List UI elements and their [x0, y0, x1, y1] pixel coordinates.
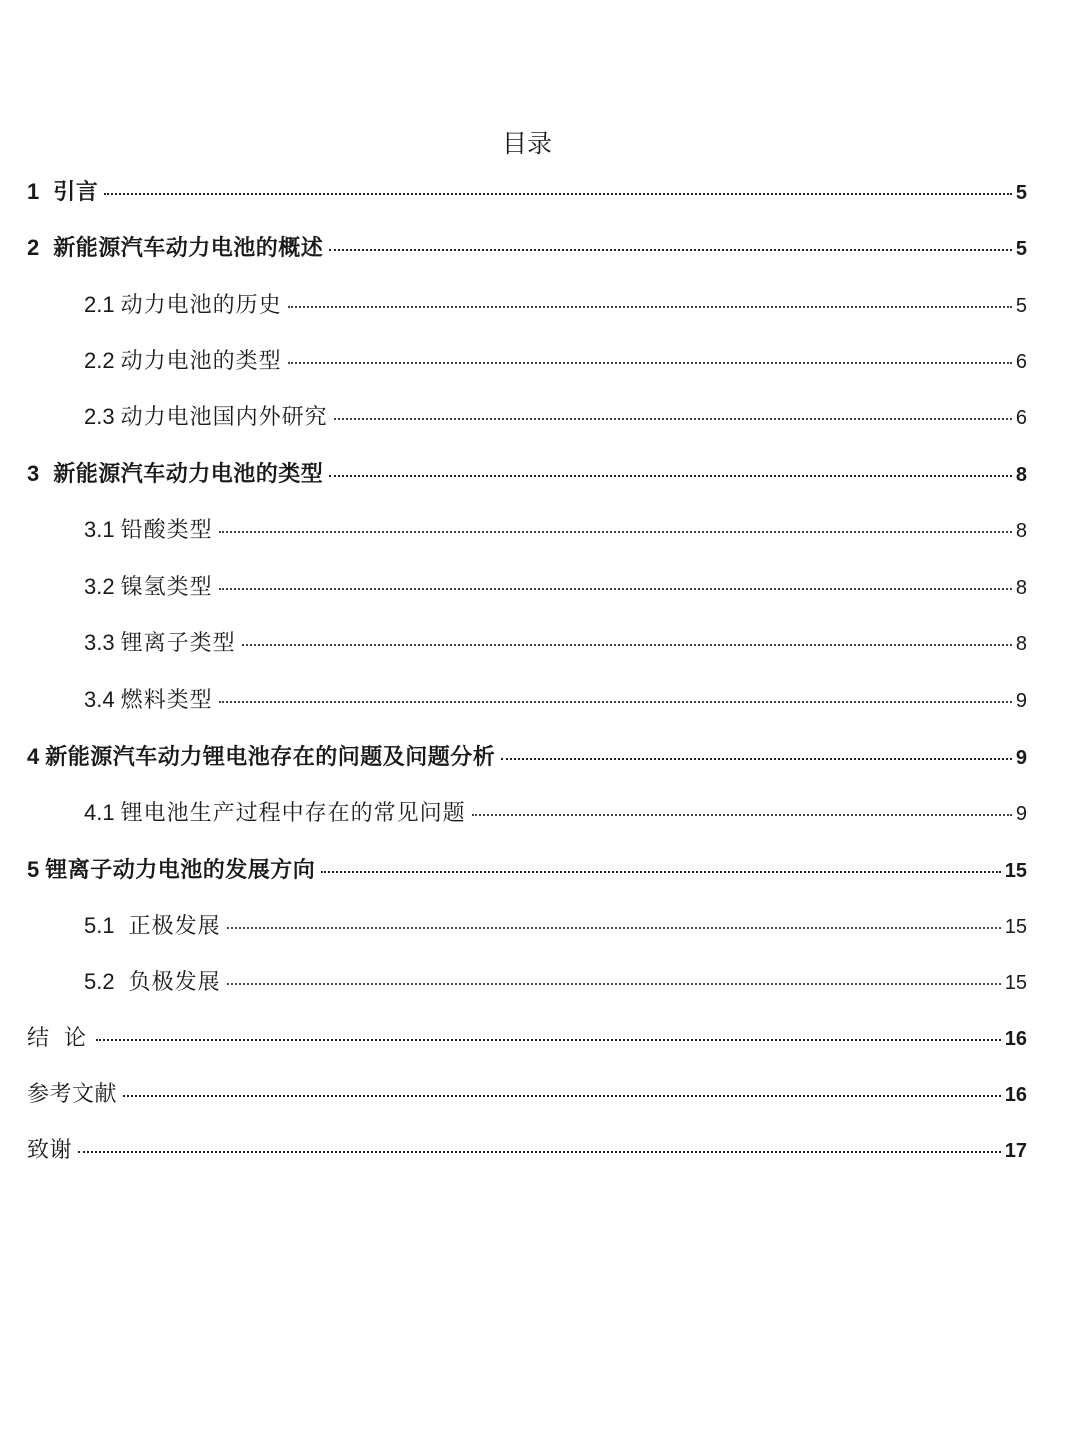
toc-entry-title: 参考文献 — [27, 1082, 118, 1107]
dot-leader — [227, 927, 1001, 929]
toc-entry-3[interactable] — [27, 454, 1027, 494]
toc-entry-page: 16 — [1004, 1084, 1027, 1106]
toc-entry-references[interactable] — [27, 1075, 1027, 1115]
toc-entry-title: 燃料类型 — [120, 688, 213, 713]
toc-entry-5[interactable] — [27, 850, 1027, 890]
toc-entry-page: 8 — [1015, 520, 1027, 542]
toc-entry-4-1[interactable] — [84, 793, 1027, 833]
toc-entry-number: 1 — [27, 179, 40, 204]
toc-entry-number: 5.1 — [84, 913, 115, 938]
toc-entry-title: 新能源汽车动力锂电池存在的问题及问题分析 — [45, 744, 496, 770]
dot-leader — [329, 475, 1012, 477]
toc-entry-page: 15 — [1004, 860, 1027, 882]
dot-leader — [288, 362, 1012, 364]
toc-entry-title: 致谢 — [27, 1138, 73, 1163]
toc-entry-number: 5 — [27, 857, 40, 882]
toc-entry-1[interactable] — [27, 172, 1027, 212]
toc-entry-number: 3.2 — [84, 574, 115, 599]
toc-entry-number: 3.3 — [84, 630, 115, 655]
toc-entry-page: 8 — [1015, 577, 1027, 599]
dot-leader — [321, 871, 1000, 873]
toc-entry-number: 2.2 — [84, 348, 115, 373]
toc-entry-title: 镍氢类型 — [120, 575, 213, 600]
toc-entry-title: 新能源汽车动力电池的类型 — [53, 461, 324, 487]
toc-entry-5-1[interactable] — [84, 906, 1027, 946]
toc-entry-2-3[interactable] — [84, 397, 1027, 437]
toc-entry-title: 负极发展 — [128, 970, 221, 995]
toc-entry-page: 6 — [1015, 351, 1027, 373]
toc-entry-number: 5.2 — [84, 969, 115, 994]
toc-entry-title: 引言 — [53, 179, 99, 205]
toc-entry-2-1[interactable] — [84, 285, 1027, 325]
toc-entry-number: 4 — [27, 744, 40, 769]
toc-entry-title: 锂离子动力电池的发展方向 — [45, 857, 316, 883]
toc-title: 目录 — [501, 129, 552, 158]
toc-entry-page: 15 — [1004, 972, 1027, 994]
toc-entry-number: 4.1 — [84, 800, 115, 825]
toc-entry-4[interactable] — [27, 737, 1027, 777]
toc-entry-number: 3 — [27, 461, 40, 486]
toc-entry-page: 9 — [1015, 803, 1027, 825]
dot-leader — [227, 983, 1001, 985]
dot-leader — [334, 418, 1012, 420]
toc-entry-3-1[interactable] — [84, 510, 1027, 550]
toc-entry-page: 5 — [1015, 295, 1027, 317]
toc-entry-2[interactable] — [27, 228, 1027, 268]
dot-leader — [242, 644, 1012, 646]
toc-entry-page: 9 — [1015, 690, 1027, 712]
toc-entry-number: 2.3 — [84, 404, 115, 429]
dot-leader — [123, 1095, 1001, 1097]
dot-leader — [288, 306, 1012, 308]
toc-entry-page: 16 — [1004, 1028, 1027, 1050]
toc-entry-page: 8 — [1015, 633, 1027, 655]
toc-entry-page: 6 — [1015, 407, 1027, 429]
toc-entry-title: 正极发展 — [128, 914, 221, 939]
dot-leader — [501, 758, 1012, 760]
dot-leader — [96, 1039, 1001, 1041]
dot-leader — [219, 701, 1012, 703]
toc-entry-conclusion[interactable] — [27, 1019, 1027, 1059]
toc-entry-title: 动力电池国内外研究 — [120, 405, 328, 430]
toc-entry-title: 锂电池生产过程中存在的常见问题 — [120, 801, 466, 826]
toc-entry-page: 17 — [1004, 1140, 1027, 1162]
toc-entry-title: 动力电池的类型 — [120, 349, 282, 374]
toc-entry-acknowledgements[interactable] — [27, 1131, 1027, 1171]
toc-entry-title: 结 论 — [27, 1026, 90, 1051]
toc-entry-title: 动力电池的历史 — [120, 293, 282, 318]
dot-leader — [219, 588, 1012, 590]
dot-leader — [104, 193, 1012, 195]
dot-leader — [219, 531, 1012, 533]
toc-entry-number: 3.1 — [84, 517, 115, 542]
toc-entry-5-2[interactable] — [84, 962, 1027, 1002]
toc-entry-number: 3.4 — [84, 687, 115, 712]
toc-entry-3-4[interactable] — [84, 680, 1027, 720]
toc-entry-page: 5 — [1015, 238, 1027, 260]
toc-entry-page: 9 — [1015, 747, 1027, 769]
toc-entry-page: 15 — [1004, 916, 1027, 938]
toc-entry-2-2[interactable] — [84, 341, 1027, 381]
toc-entry-number: 2 — [27, 235, 40, 260]
toc-entry-number: 2.1 — [84, 292, 115, 317]
dot-leader — [472, 814, 1012, 816]
dot-leader — [329, 249, 1012, 251]
toc-entry-title: 新能源汽车动力电池的概述 — [53, 235, 324, 261]
toc-entry-3-2[interactable] — [84, 567, 1027, 607]
dot-leader — [78, 1151, 1001, 1153]
toc-entry-title: 铅酸类型 — [120, 518, 213, 543]
toc-entry-title: 锂离子类型 — [120, 631, 236, 656]
toc-entry-page: 5 — [1015, 182, 1027, 204]
toc-entry-3-3[interactable] — [84, 623, 1027, 663]
toc-entry-page: 8 — [1015, 464, 1027, 486]
